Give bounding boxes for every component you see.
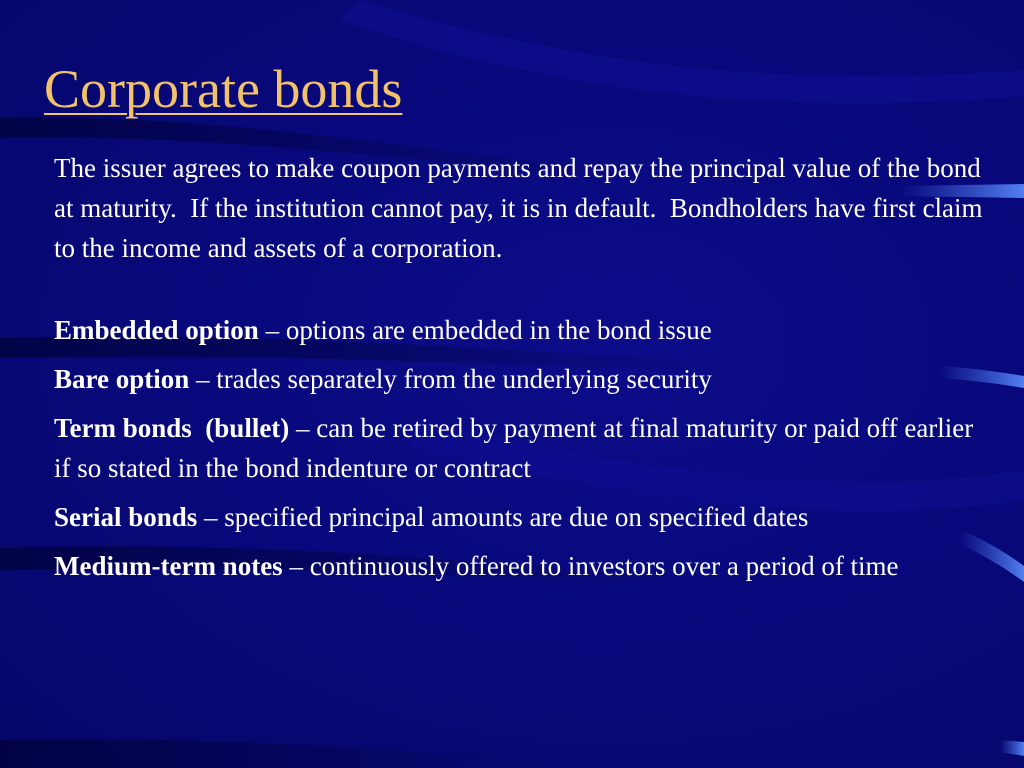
intro-paragraph: The issuer agrees to make coupon payments and repay the principal value of the bond at maturity. If the institution cannot pay, it is in default. Bondholders have first claim to the income and assets of a corporation. (54, 153, 983, 263)
term-item (54, 497, 994, 537)
dark-streak (0, 739, 560, 768)
term-definition: – options are embedded in the bond issue (258, 315, 712, 345)
term-item (54, 359, 994, 399)
term-item (54, 408, 994, 488)
term-name: Medium-term notes (54, 551, 283, 581)
blue-streak (1000, 740, 1024, 756)
term-definition: – trades separately from the underlying security (189, 364, 712, 394)
term-item (54, 546, 994, 586)
term-item (54, 310, 994, 350)
term-definition: – can be retired by payment at final maturity or paid off earlier if so stated in the bond indenture or contract (54, 413, 974, 483)
term-name: Serial bonds (54, 502, 198, 532)
light-swoosh (340, 0, 1024, 103)
term-definition: – specified principal amounts are due on specified dates (197, 502, 809, 532)
term-name: Term bonds (bullet) (54, 413, 290, 443)
term-name: Bare option (54, 364, 190, 394)
slide-title: Corporate bonds (44, 59, 403, 119)
term-name: Embedded option (54, 315, 259, 345)
term-definition: – continuously offered to investors over a period of time (282, 551, 899, 581)
slide-body (54, 148, 994, 595)
